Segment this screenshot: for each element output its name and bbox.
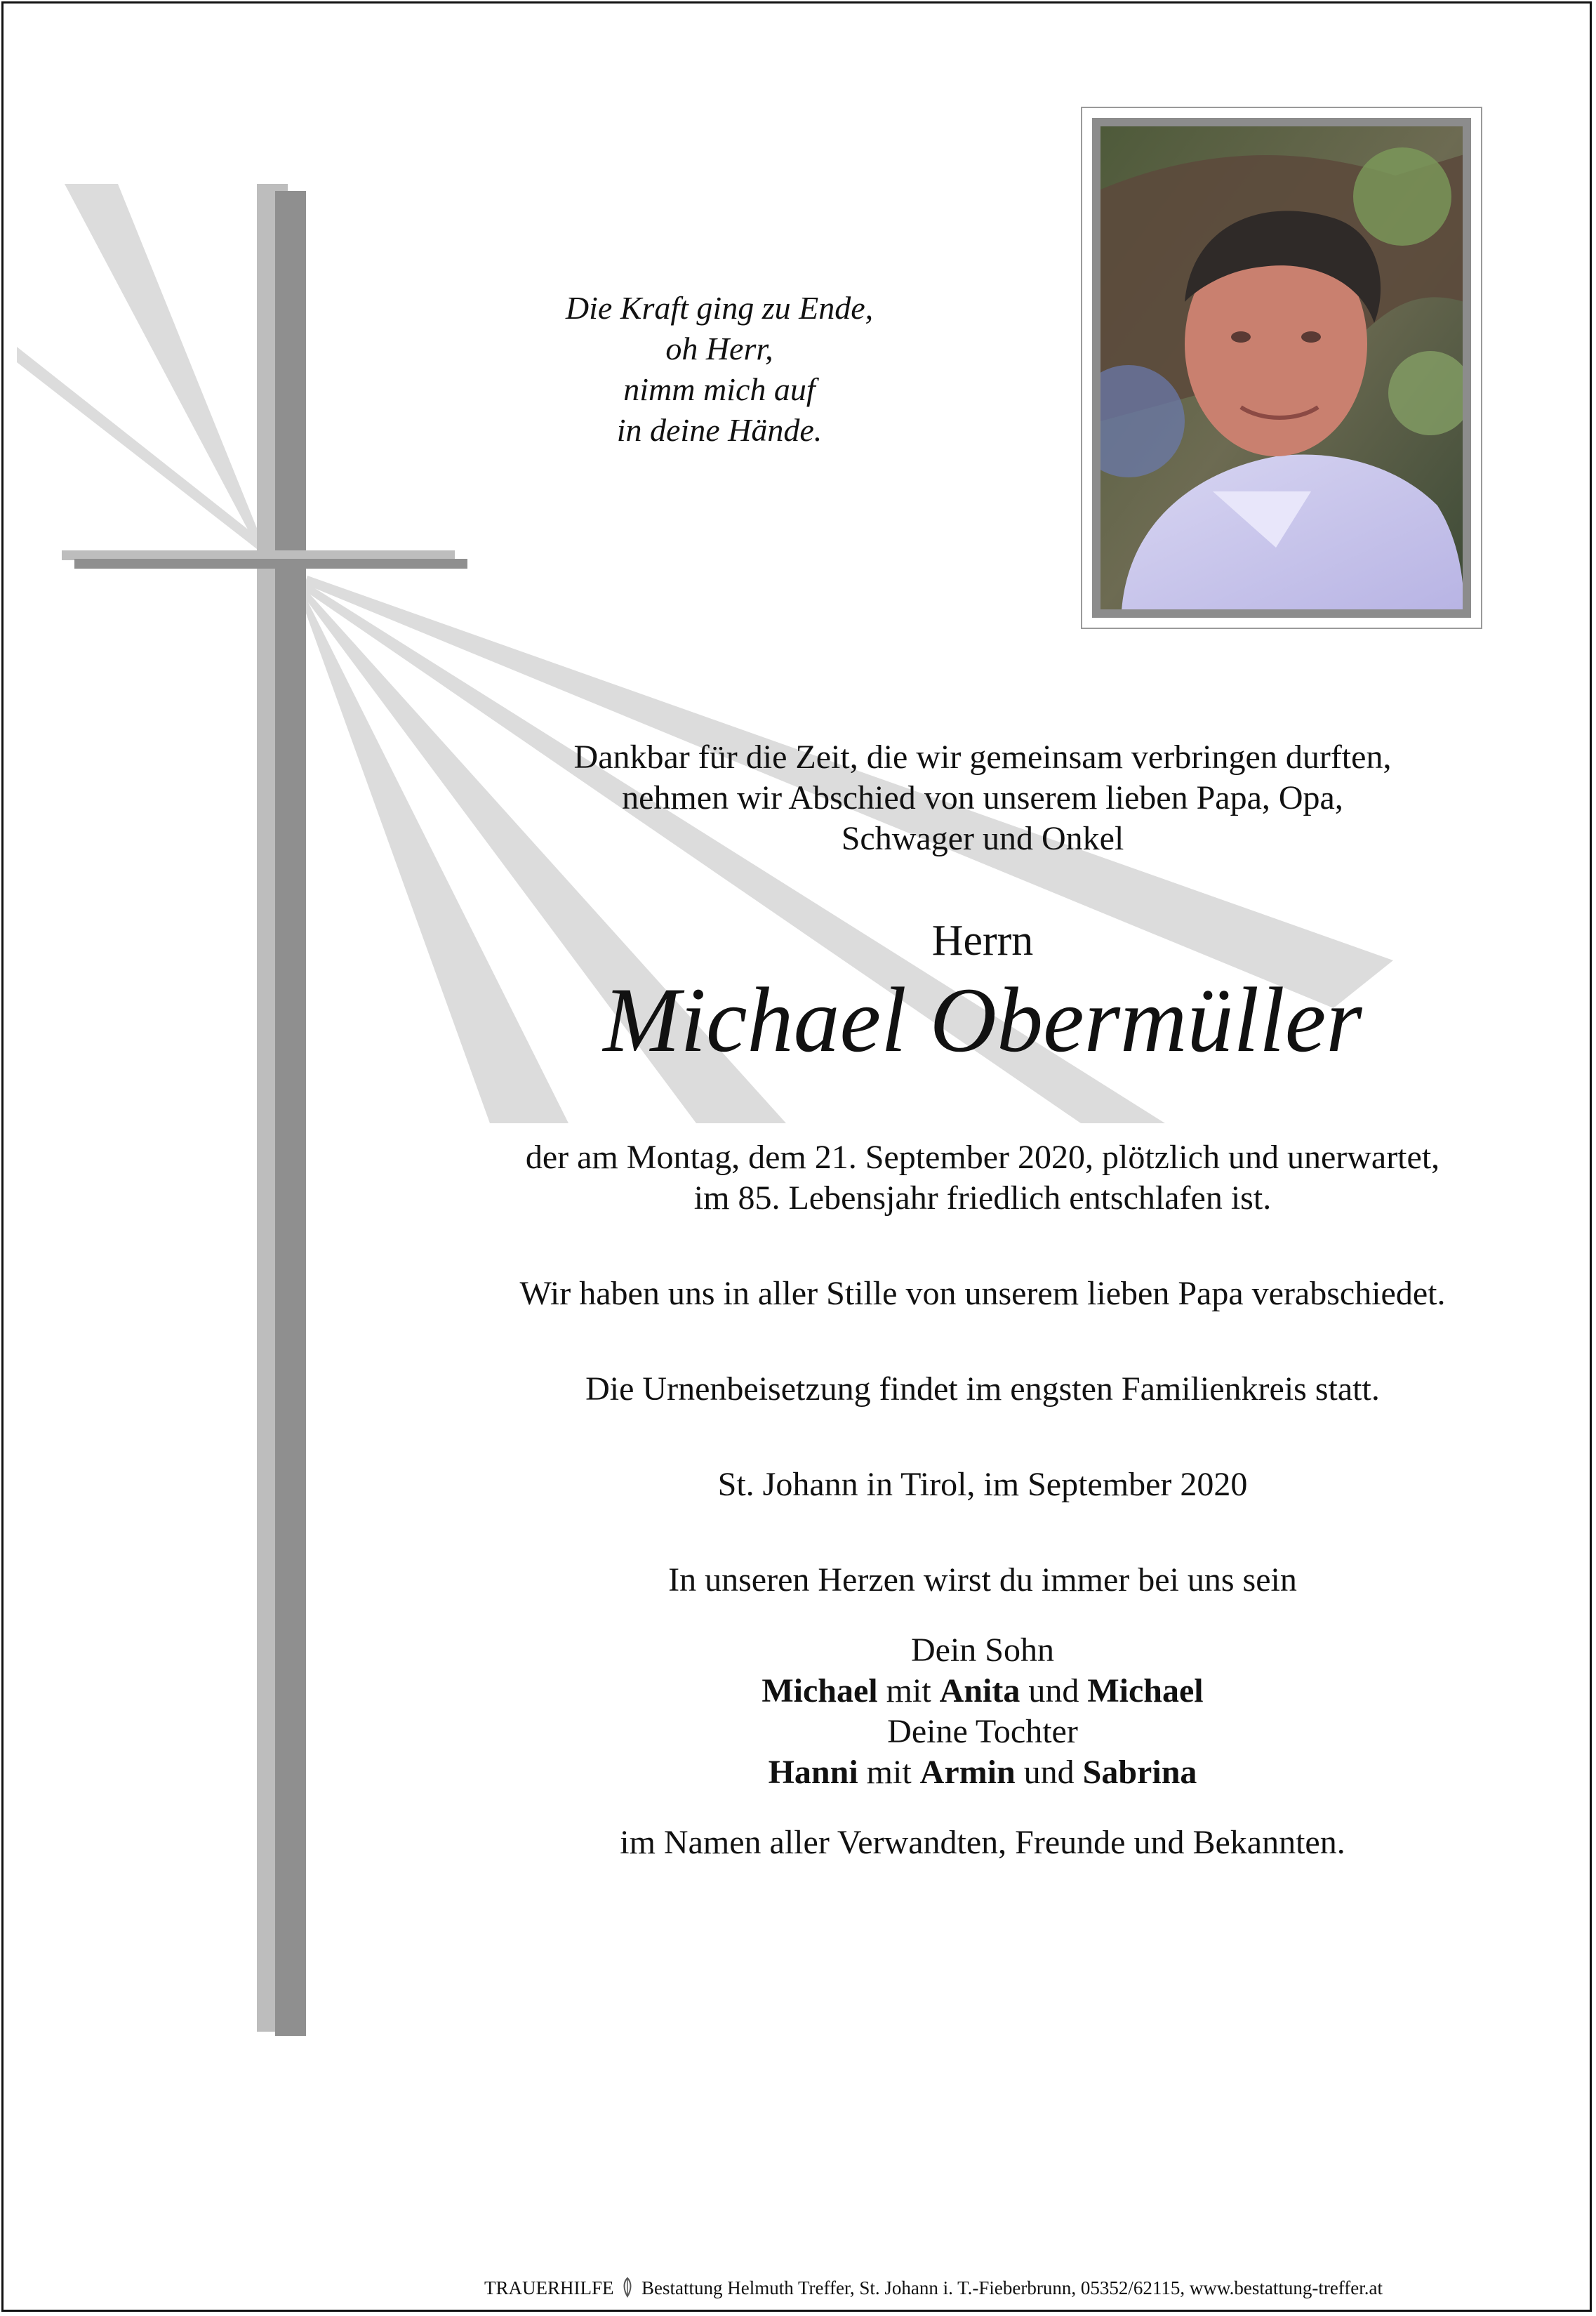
leaf-icon (621, 2277, 634, 2303)
death-notice-line: der am Montag, dem 21. September 2020, plötzlich und unerwartet, (525, 1139, 1440, 1176)
connector-and: und (1023, 1754, 1075, 1791)
son-child-name: Michael (1087, 1672, 1204, 1709)
intro-text (449, 737, 1516, 859)
burial-text: Die Urnenbeisetzung findet im engsten Familienkreis statt. (585, 1370, 1380, 1408)
verse-line: nimm mich auf (623, 371, 816, 407)
son-name: Michael (762, 1672, 878, 1709)
place-date: St. Johann in Tirol, im September 2020 (717, 1466, 1248, 1503)
daughter-child-name: Sabrina (1082, 1754, 1197, 1791)
son-partner-name: Anita (939, 1672, 1020, 1709)
connector-and: und (1028, 1672, 1079, 1709)
verse-line: in deine Hände. (616, 412, 823, 448)
deceased-name: Michael Obermüller (603, 968, 1362, 1071)
death-notice-line: im 85. Lebensjahr friedlich entschlafen ist. (693, 1179, 1272, 1217)
verse-line: Die Kraft ging zu Ende, (565, 290, 874, 326)
intro-line: nehmen wir Abschied von unserem lieben Papa, Opa, (622, 779, 1343, 816)
footer (484, 2276, 1502, 2303)
family-signatures (449, 1630, 1516, 1793)
death-notice (449, 1137, 1516, 1219)
connector-with: mit (886, 1672, 931, 1709)
relatives-text: im Namen aller Verwandten, Freunde und Bekannten. (620, 1824, 1345, 1861)
closing-text: In unseren Herzen wirst du immer bei uns sein (668, 1561, 1297, 1599)
daughter-partner-name: Armin (919, 1754, 1016, 1791)
ray-top-left (65, 184, 265, 555)
footer-details: Bestattung Helmuth Treffer, St. Johann i. T.-Fieberbrunn, 05352/62115, www.bestattung-treffer.at (641, 2277, 1383, 2298)
portrait-frame (1081, 107, 1482, 629)
portrait-mat (1092, 118, 1471, 618)
verse-line: oh Herr, (665, 331, 773, 366)
cross (62, 184, 467, 2036)
portrait-photo (1100, 126, 1463, 609)
memorial-verse (477, 288, 962, 451)
ray-left (17, 347, 264, 549)
son-label: Dein Sohn (911, 1632, 1054, 1669)
daughter-name: Hanni (768, 1754, 858, 1791)
connector-with: mit (866, 1754, 912, 1791)
farewell-text: Wir haben uns in aller Stille von unserem lieben Papa verabschiedet. (519, 1275, 1446, 1312)
intro-line: Dankbar für die Zeit, die wir gemeinsam verbringen durften, (573, 739, 1392, 776)
daughter-family-line (449, 1752, 1516, 1793)
son-family-line (449, 1671, 1516, 1712)
footer-brand: TRAUERHILFE (484, 2277, 614, 2298)
daughter-label: Deine Tochter (887, 1713, 1078, 1750)
intro-line: Schwager und Onkel (841, 820, 1124, 857)
salutation: Herrn (931, 917, 1034, 965)
